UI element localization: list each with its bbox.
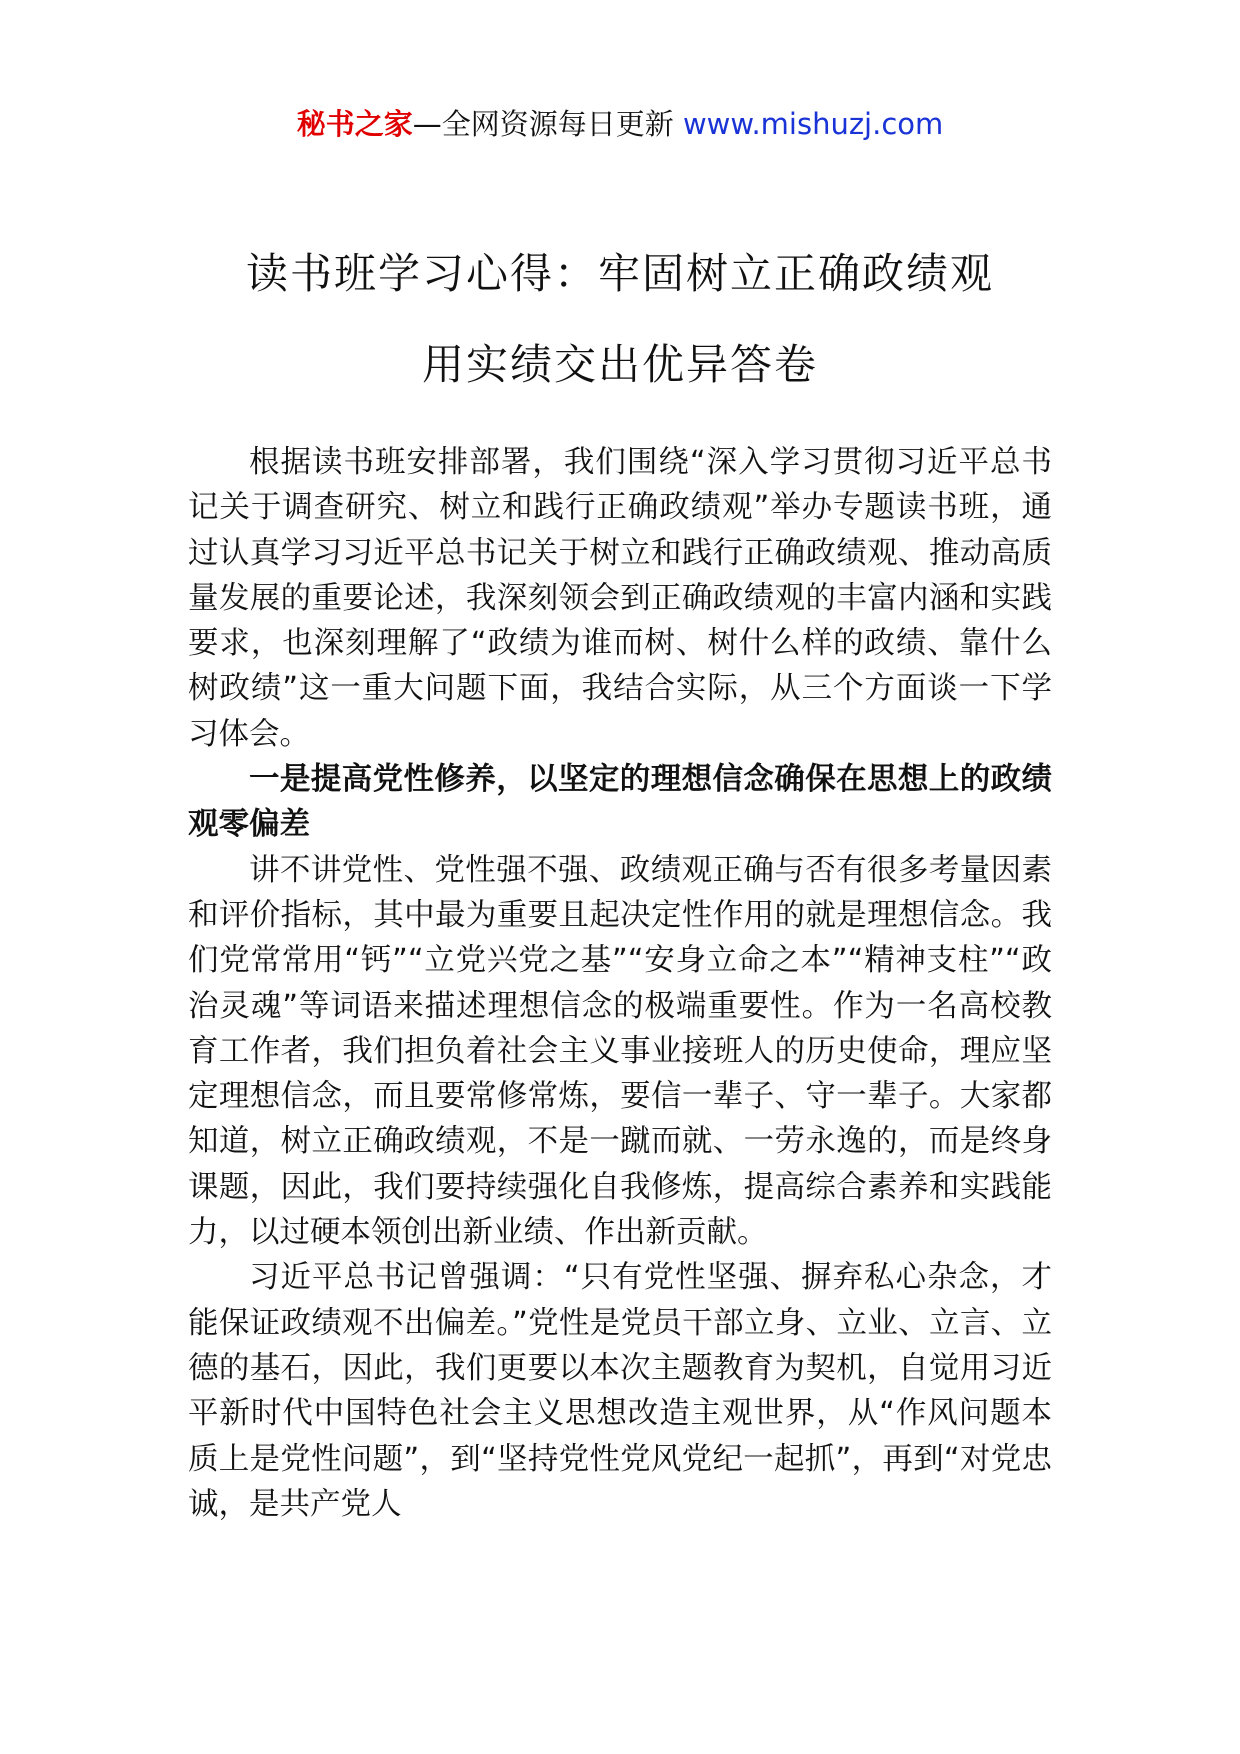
- section-heading-1: 一是提高党性修养，以坚定的理想信念确保在思想上的政绩观零偏差: [188, 762, 1052, 843]
- header-slogan: —全网资源每日更新: [412, 107, 683, 141]
- document-body: [188, 440, 1052, 1527]
- intro-paragraph: 根据读书班安排部署，我们围绕“深入学习贯彻习近平总书记关于调查研究、树立和践行正确政绩观”举办专题读书班，通过认真学习习近平总书记关于树立和践行正确政绩观、推动高质量发展的重要论述，我深刻领会到正确政绩观的丰富内涵和实践要求，也深刻理解了“政绩为谁而树、树什么样的政绩、靠什么树政绩”这一重大问题下面，我结合实际，从三个方面谈一下学习体会。: [188, 445, 1052, 752]
- body-paragraph: 习近平总书记曾强调：“只有党性坚强、摒弃私心杂念，才能保证政绩观不出偏差。”党性是党员干部立身、立业、立言、立德的基石，因此，我们更要以本次主题教育为契机，自觉用习近平新时代中国特色社会主义思想改造主观世界，从“作风问题本质上是党性问题”，到“坚持党性党风党纪一起抓”，再到“对党忠诚，是共产党人: [188, 1260, 1052, 1522]
- brand-name: 秘书之家: [296, 107, 413, 141]
- site-header: [0, 102, 1240, 146]
- site-url-link[interactable]: www.mishuzj.com: [682, 107, 944, 141]
- title-line-2: 用实绩交出优异答卷: [421, 340, 818, 389]
- title-line-1: 读书班学习心得：牢固树立正确政绩观: [245, 249, 994, 298]
- document-title: [0, 228, 1240, 410]
- body-paragraph: 讲不讲党性、党性强不强、政绩观正确与否有很多考量因素和评价指标，其中最为重要且起决定性作用的就是理想信念。我们党常常用“钙”“立党兴党之基”“安身立命之本”“精神支柱”“政治灵魂”等词语来描述理想信念的极端重要性。作为一名高校教育工作者，我们担负着社会主义事业接班人的历史使命，理应坚定理想信念，而且要常修常炼，要信一辈子、守一辈子。大家都知道，树立正确政绩观，不是一蹴而就、一劳永逸的，而是终身课题，因此，我们要持续强化自我修炼，提高综合素养和实践能力，以过硬本领创出新业绩、作出新贡献。: [188, 852, 1052, 1251]
